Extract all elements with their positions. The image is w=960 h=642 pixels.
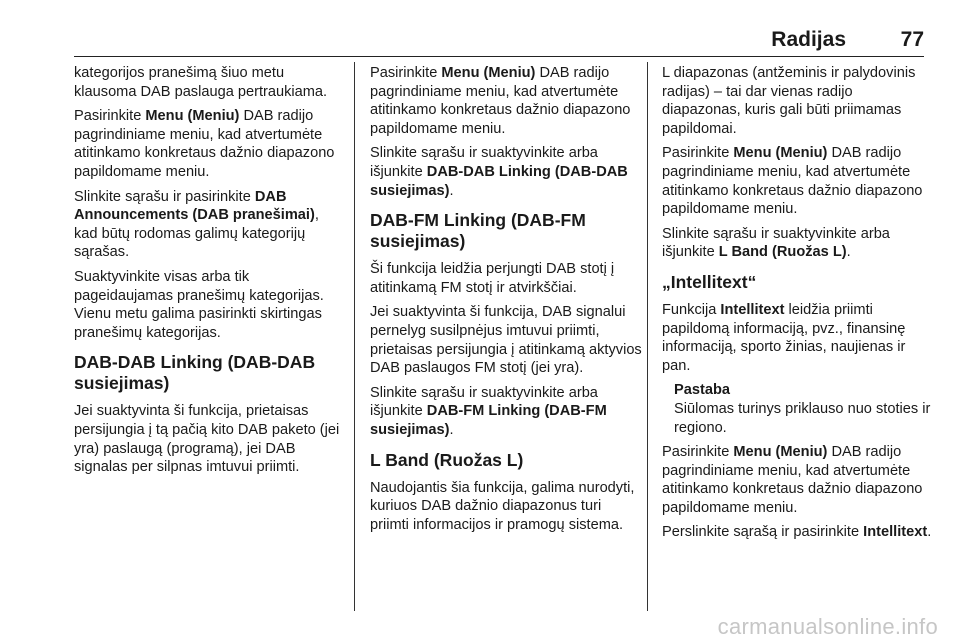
page-header <box>74 22 924 57</box>
watermark: carmanualsonline.info <box>717 614 938 639</box>
note-box <box>674 381 934 437</box>
note-title: Pastaba <box>674 382 730 399</box>
menu-term: Menu (Meniu) <box>733 145 828 162</box>
paragraph: Slinkite sąrašu ir suaktyvinkite arba išjunkite L Band (Ruožas L). <box>662 225 890 261</box>
paragraph: Slinkite sąrašu ir suaktyvinkite arba išjunkite DAB-DAB Linking (DAB-DAB susiejimas). <box>370 145 628 199</box>
paragraph: Suaktyvinkite visas arba tik pageidaujamas pranešimų kategorijas. Vienu metu galima pasirinkti skirtingas pranešimų kategorijas. <box>74 268 324 341</box>
menu-term: Menu (Meniu) <box>441 65 536 81</box>
paragraph: Funkcija Intellitext leidžia priimti papildomą informaciją, pvz., finansinę informaciją, sporto žinias, naujienas ir pan. <box>662 301 906 374</box>
column-divider <box>647 62 648 611</box>
paragraph: Pasirinkite Menu (Meniu) DAB radijo pagrindiniame meniu, kad atvertumėte atitinkamo konkretaus dažnio diapazono papildomame meniu. <box>370 65 631 137</box>
paragraph: Jei suaktyvinta ši funkcija, prietaisas persijungia į tą pačią kito DAB paketo (jei yra) paslaugą (programą), jei DAB signalas per silpnas imtuvui priimti. <box>74 403 340 476</box>
column-2 <box>370 64 642 540</box>
column-1 <box>74 64 346 483</box>
note-text: Siūlomas turinys priklauso nuo stoties ir regiono. <box>674 400 931 436</box>
menu-term: Intellitext <box>720 301 785 318</box>
paragraph: Slinkite sąrašu ir pasirinkite DAB Announcements (DAB pranešimai), kad būtų rodomas galimų kategorijų sąrašas. <box>74 188 319 261</box>
paragraph: Pasirinkite Menu (Meniu) DAB radijo pagrindiniame meniu, kad atvertumėte atitinkamo konkretaus dažnio diapazono papildomame meniu. <box>662 145 923 218</box>
section-heading: L Band (Ruožas L) <box>370 449 524 470</box>
paragraph: Jei suaktyvinta ši funkcija, DAB signalui pernelyg susilpnėjus imtuvui priimti, prietaisas persijungia į atitinkamą aktyvios DAB paslaugos FM stotį (jei yra). <box>370 304 642 377</box>
menu-term: DAB Announcements (DAB pranešimai) <box>74 188 315 224</box>
paragraph: kategorijos pranešimą šiuo metu klausoma DAB paslauga pertraukiama. <box>74 65 328 100</box>
paragraph: Slinkite sąrašu ir suaktyvinkite arba išjunkite DAB-FM Linking (DAB-FM susiejimas). <box>370 384 607 438</box>
paragraph: Pasirinkite Menu (Meniu) DAB radijo pagrindiniame meniu, kad atvertumėte atitinkamo konkretaus dažnio diapazono papildomame meniu. <box>662 444 923 516</box>
menu-term: DAB-FM Linking (DAB-FM susiejimas) <box>370 403 607 438</box>
menu-term: Intellitext <box>863 524 928 541</box>
section-heading: „Intellitext“ <box>662 271 757 292</box>
paragraph: Perslinkite sąrašą ir pasirinkite Intellitext. <box>662 524 932 541</box>
paragraph: Pasirinkite Menu (Meniu) DAB radijo pagrindiniame meniu, kad atvertumėte atitinkamo konkretaus dažnio diapazono papildomame meniu. <box>74 108 335 180</box>
menu-term: Menu (Meniu) <box>733 444 828 461</box>
section-heading: DAB-FM Linking (DAB-FM susiejimas) <box>370 210 586 252</box>
paragraph: L diapazonas (antžeminis ir palydovinis radijas) – tai dar vienas radijo diapazonas, kuris gali būti priimamas papildomai. <box>662 65 916 137</box>
page-number: 77 <box>900 28 924 51</box>
paragraph: Ši funkcija leidžia perjungti DAB stotį į atitinkamą FM stotį ir atvirkščiai. <box>370 261 615 296</box>
paragraph: Naudojantis šia funkcija, galima nurodyti, kuriuos DAB dažnio diapazonus turi priimti informacijos ir pramogų sistema. <box>370 479 635 533</box>
menu-term: DAB-DAB Linking (DAB-DAB susiejimas) <box>370 163 628 199</box>
section-heading: DAB-DAB Linking (DAB-DAB susiejimas) <box>74 352 316 394</box>
menu-term: Menu (Meniu) <box>145 108 240 125</box>
menu-term: L Band (Ruožas L) <box>718 244 847 261</box>
column-3 <box>662 64 934 548</box>
section-title: Radijas <box>771 28 846 51</box>
column-divider <box>354 62 355 611</box>
